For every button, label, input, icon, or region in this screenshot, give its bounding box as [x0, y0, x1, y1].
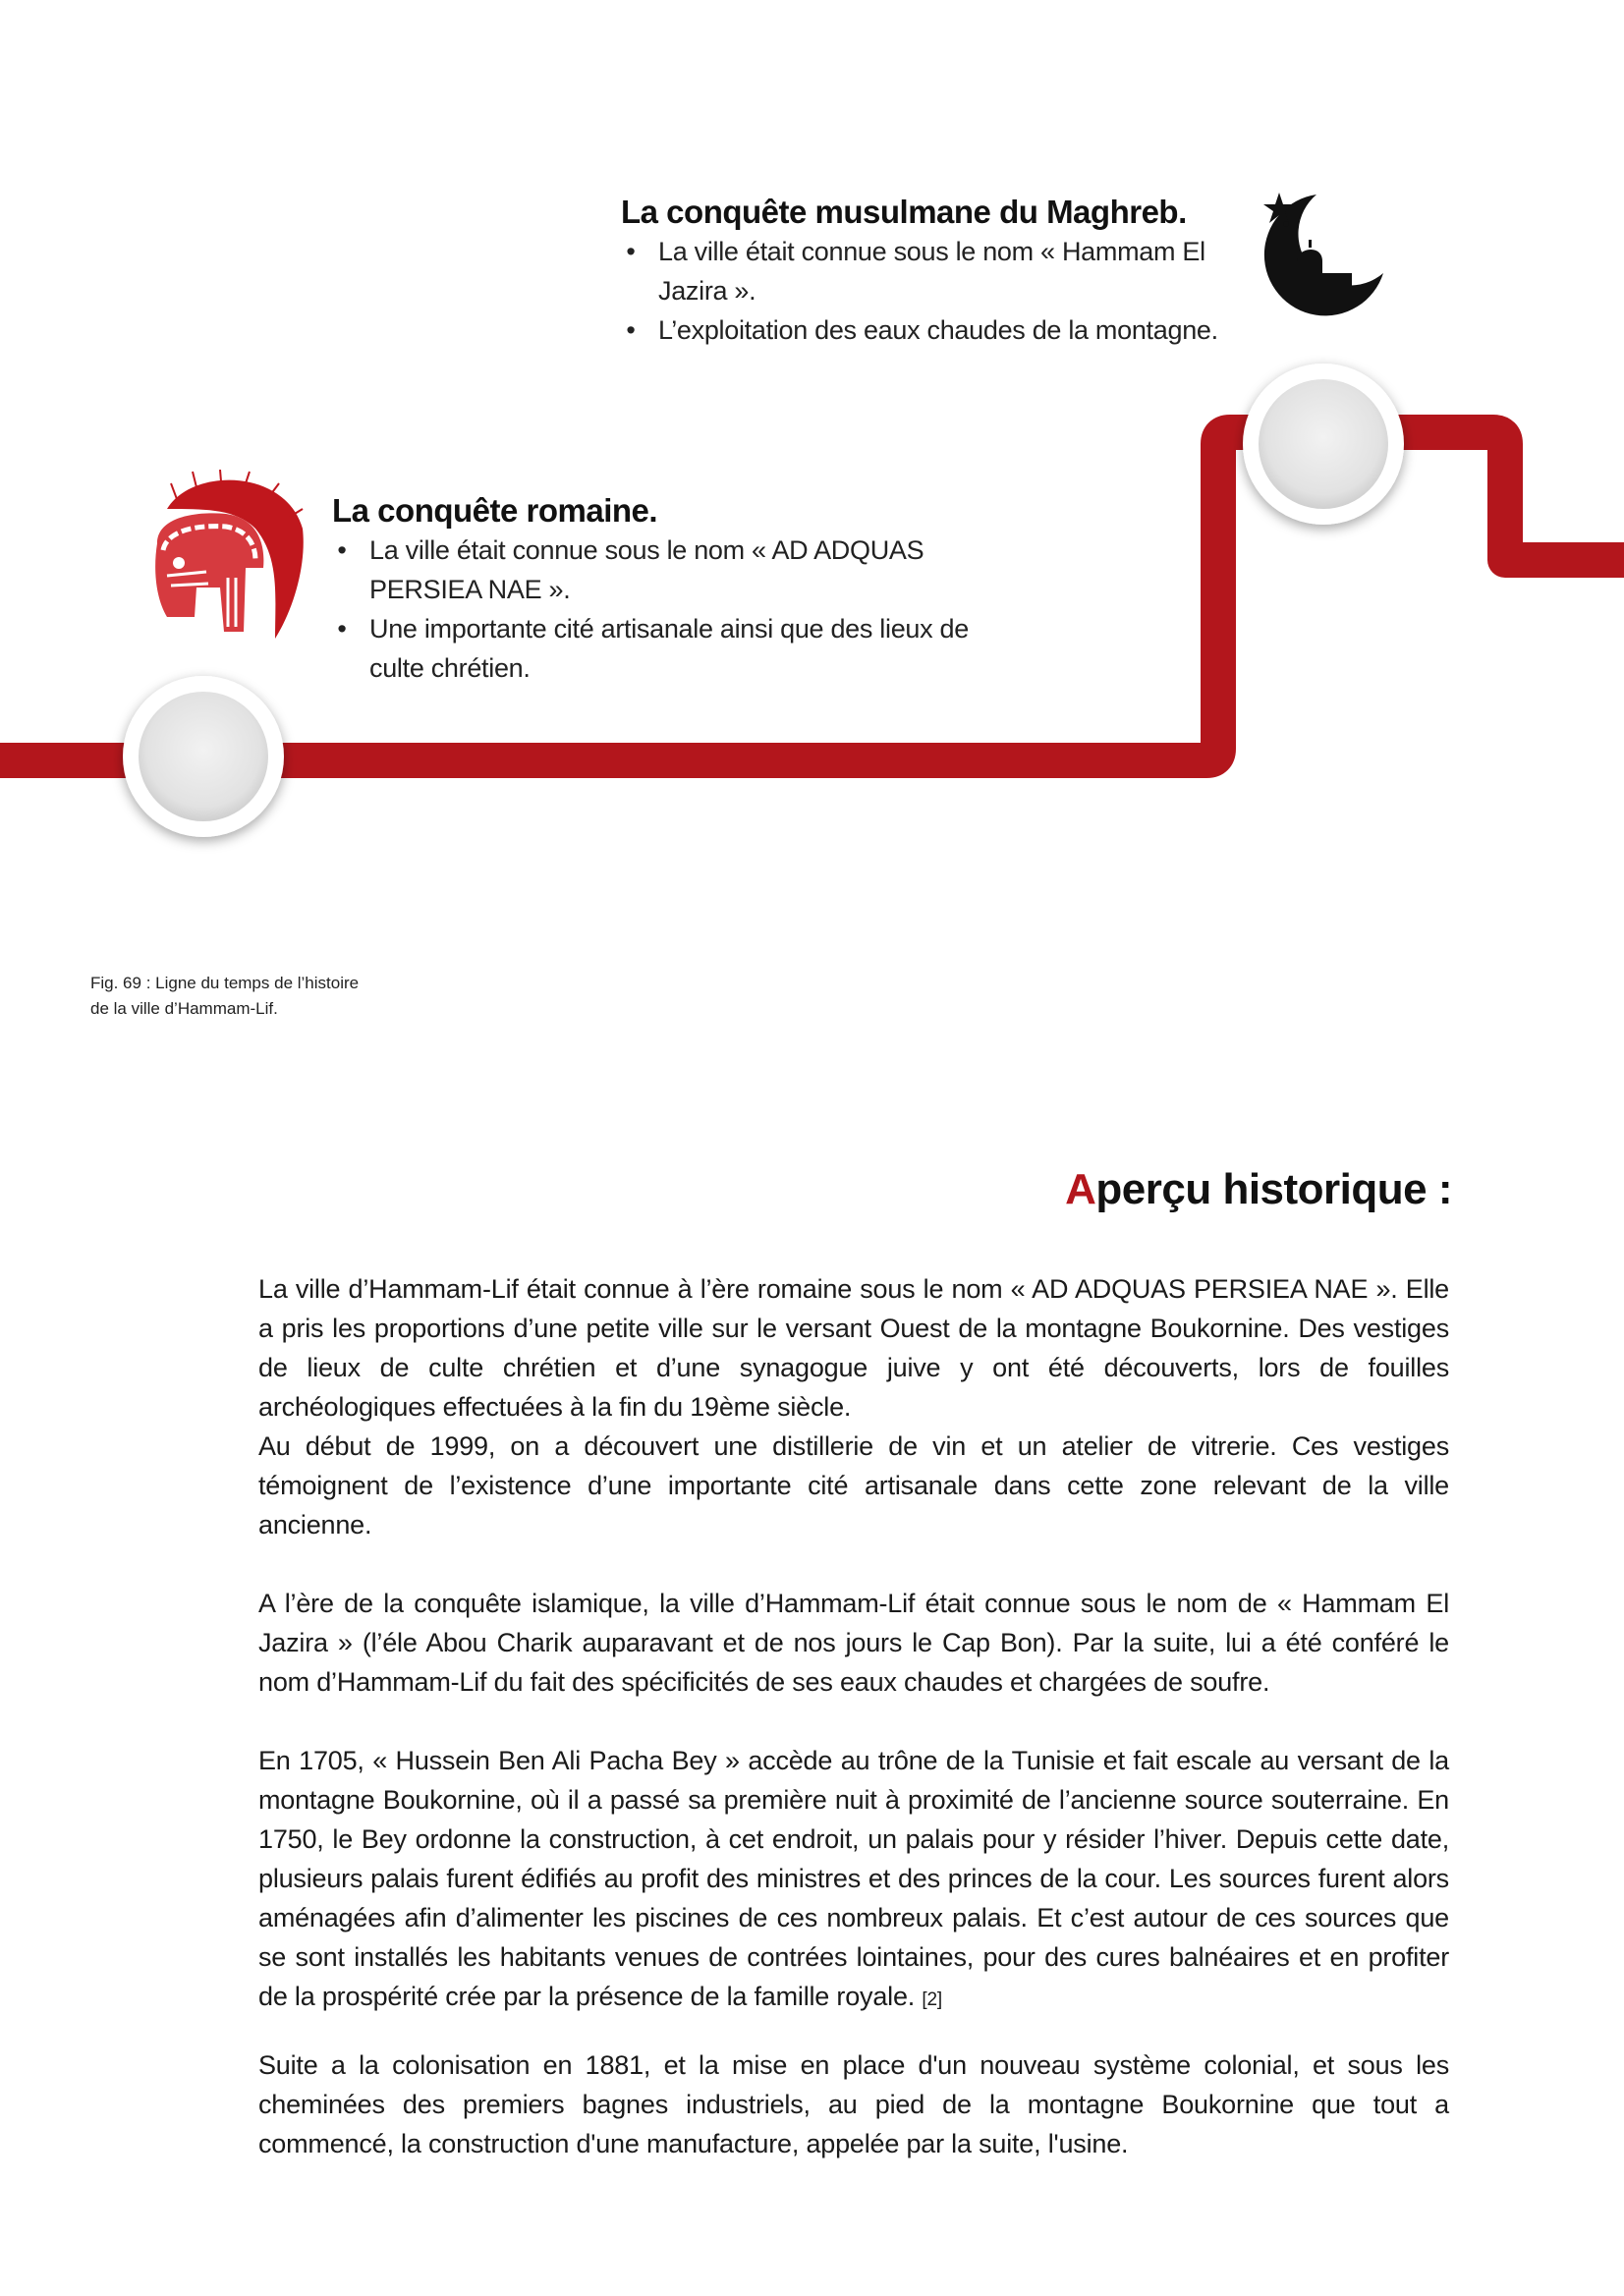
section-title-initial: A [1065, 1165, 1096, 1213]
section-title-text: perçu historique : [1095, 1165, 1452, 1213]
section-title [863, 1165, 1452, 1214]
list-item: • La ville était connue sous le nom « Hammam El Jazira ». [658, 232, 1250, 310]
figure-caption-line2: de la ville d’Hammam-Lif. [90, 999, 278, 1018]
list-item: • Une importante cité artisanale ainsi que des lieux de culte chrétien. [369, 609, 979, 688]
timeline-graphic [0, 0, 1624, 865]
islamic-bullets [621, 232, 1250, 350]
paragraph: La ville d’Hammam-Lif était connue à l’ère romaine sous le nom « AD ADQUAS PERSIEA NAE ». Elle a pris les proportions d’une petite ville sur le versant Ouest de la montagne Boukornine. Des vestiges de lieux de culte chrétien et d’une synagogue juive y ont été découverts, lors de fouilles archéologiques effectuées à la fin du 19ème siècle. [258, 1274, 1449, 1422]
timeline-block-islamic [621, 193, 1250, 350]
roman-title: La conquête romaine. [332, 492, 658, 529]
figure-caption [90, 971, 405, 1022]
timeline-node-roman [123, 676, 284, 837]
roman-bullets [332, 531, 1020, 688]
paragraph [258, 1741, 1449, 2020]
roman-helmet-icon [138, 470, 309, 646]
paragraph: Au début de 1999, on a découvert une distillerie de vin et un atelier de vitrerie. Ces vestiges témoignent de l’existence d’une importante cité artisanale dans cette zone relevant de la ville ancienne. [258, 1431, 1449, 1540]
timeline-node-islamic [1243, 364, 1404, 525]
paragraph-text: En 1705, « Hussein Ben Ali Pacha Bey » accède au trône de la Tunisie et fait escale au versant de la montagne Boukornine, où il a passé sa première nuit à proximité de l’ancienne source souterraine. En 1750, le Bey ordonne la construction, à cet endroit, un palais pour y résider l’hiver. Depuis cette date, plusieurs palais furent édifiés au profit des ministres et des princes de la cour. Les sources furent alors aménagées afin d’alimenter les piscines de ces nombreux palais. Et c’est autour de ces sources que se sont installés les habitants venues de contrées lointaines, pour des cures balnéaires et en profiter de la prospérité crée par la présence de la famille royale. [258, 1746, 1449, 2011]
islamic-title: La conquête musulmane du Maghreb. [621, 194, 1187, 230]
timeline-block-roman [332, 491, 1020, 688]
reference-mark: [2] [922, 1989, 942, 2010]
list-item: • L’exploitation des eaux chaudes de la montagne. [658, 310, 1250, 350]
paragraph: A l’ère de la conquête islamique, la ville d’Hammam-Lif était connue sous le nom de « Hammam El Jazira » (l’éle Abou Charik auparavant et de nos jours le Cap Bon). Par la suite, lui a été conféré le nom d’Hammam-Lif du fait des spécificités de ses eaux chaudes et chargées de soufre. [258, 1589, 1449, 1697]
list-item: • La ville était connue sous le nom « AD ADQUAS PERSIEA NAE ». [369, 531, 1020, 609]
paragraph: Suite a la colonisation en 1881, et la mise en place d'un nouveau système colonial, et sous les cheminées des premiers bagnes industriels, au pied de la montagne Boukornine que tout a commencé, la construction d'une manufacture, appelée par la suite, l'usine. [258, 2050, 1449, 2158]
figure-caption-line1: Fig. 69 : Ligne du temps de l’histoire [90, 974, 360, 992]
crescent-mosque-icon [1258, 185, 1390, 317]
historical-overview-text [258, 1269, 1449, 2163]
